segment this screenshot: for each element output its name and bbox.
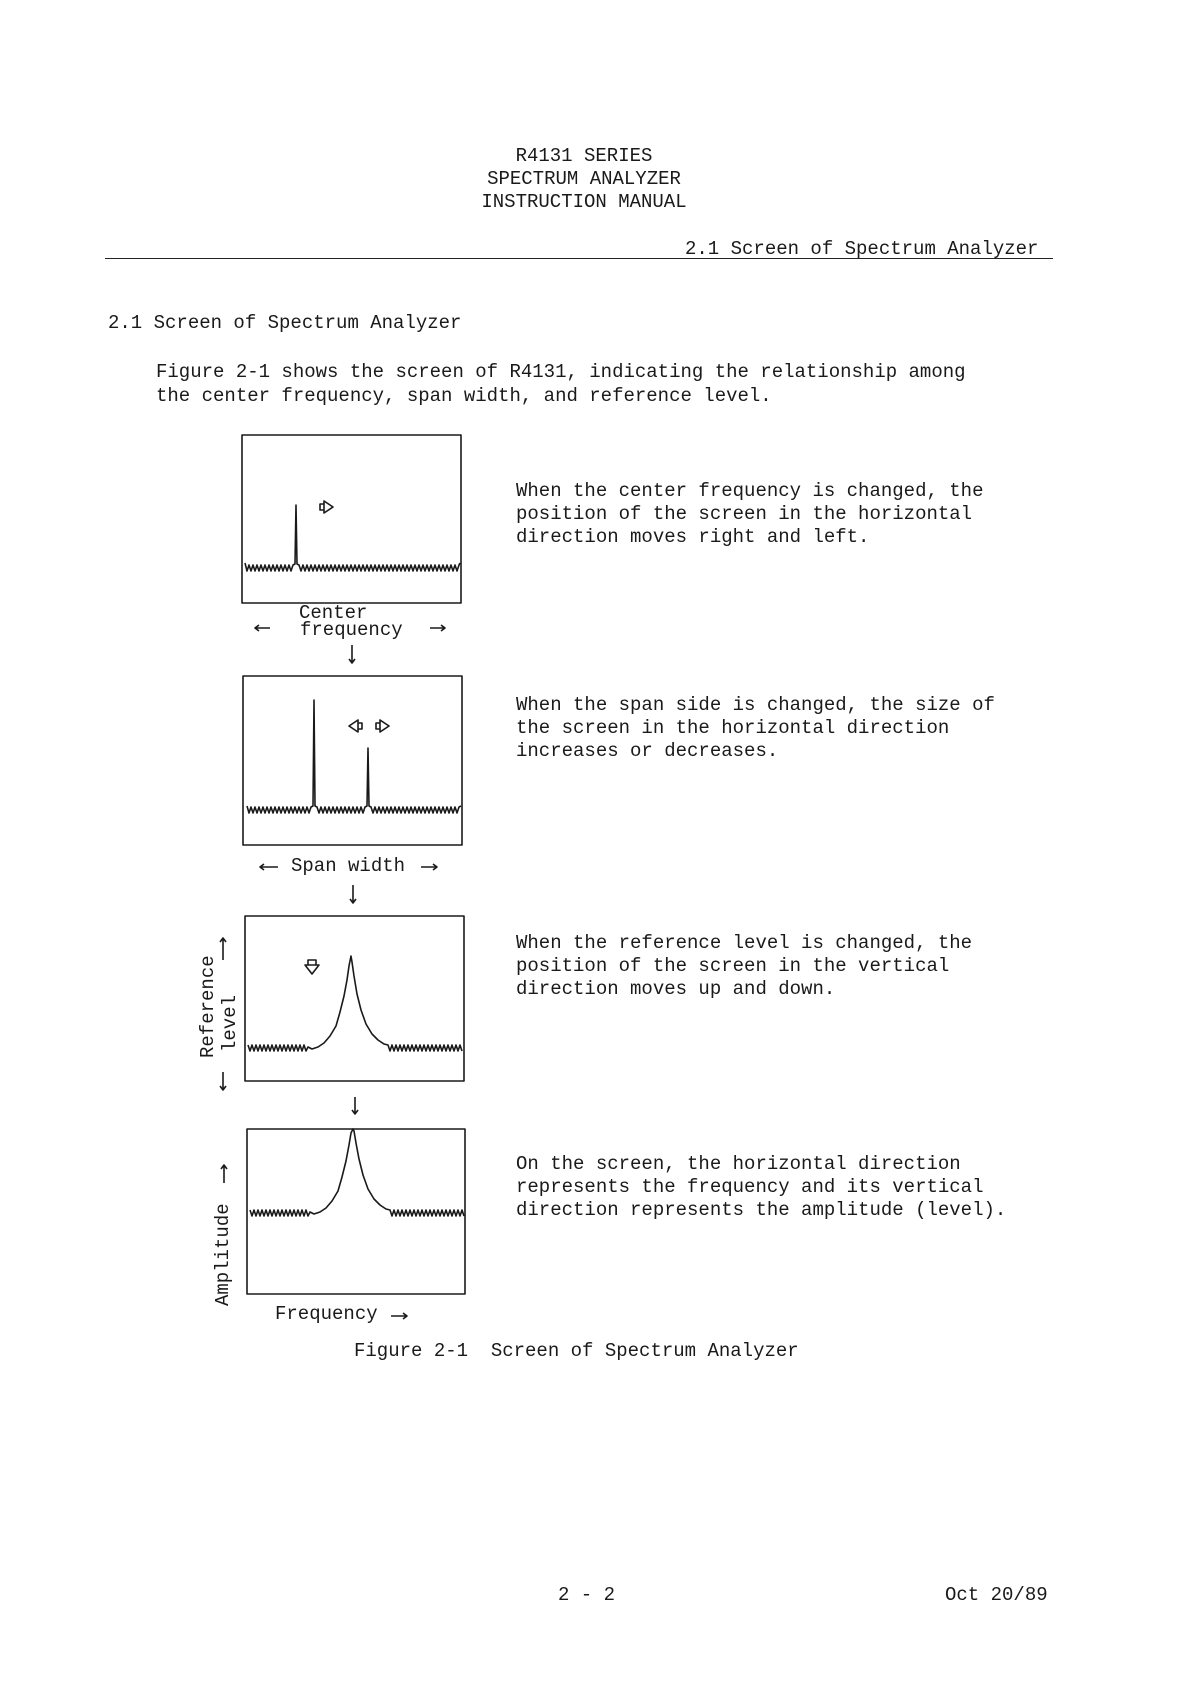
amplitude-axis-label: Amplitude [212, 1203, 234, 1306]
panel2-trace [247, 700, 461, 813]
panel1-right-arrow-icon-2 [430, 625, 445, 631]
reference-up-arrow-icon [220, 938, 226, 960]
figure-caption: Figure 2-1 Screen of Spectrum Analyzer [354, 1340, 799, 1362]
panel3-text-line3: direction moves up and down. [516, 978, 836, 1000]
span-right-arrow-icon [421, 864, 437, 870]
panel2-screen [243, 676, 462, 845]
section-heading: 2.1 Screen of Spectrum Analyzer [108, 312, 462, 334]
reference-down-arrow-icon [220, 1072, 226, 1090]
panel2-text-line2: the screen in the horizontal direction [516, 717, 950, 739]
span-width-label: Span width [291, 855, 406, 877]
intro-line-2: the center frequency, span width, and reference level. [156, 385, 772, 407]
panel1-text-line2: position of the screen in the horizontal [516, 503, 973, 525]
panel2-down-arrow-icon [350, 885, 356, 903]
reference-label-line1: Reference [197, 955, 219, 1058]
frequency-axis-label: Frequency [275, 1303, 378, 1325]
manual-product-title: SPECTRUM ANALYZER [487, 168, 681, 190]
panel3-text-line2: position of the screen in the vertical [516, 955, 950, 977]
page-number: 2 - 2 [558, 1584, 616, 1606]
panel2-left-arrow-icon [349, 720, 362, 732]
manual-type-title: INSTRUCTION MANUAL [481, 191, 687, 213]
panel1-screen [242, 435, 461, 603]
manual-series-title: R4131 SERIES [515, 145, 653, 167]
panel3-to-panel4-down-arrow-icon [352, 1097, 358, 1114]
span-left-arrow-icon [260, 864, 278, 870]
running-section-title: 2.1 Screen of Spectrum Analyzer [685, 238, 1039, 260]
panel4-screen [247, 1129, 465, 1294]
amplitude-up-arrow-icon [221, 1165, 227, 1183]
center-label-line2: frequency [300, 619, 403, 641]
panel1-down-arrow-icon [349, 645, 355, 663]
panel2-right-arrow-icon [376, 720, 389, 732]
panel4-text-line3: direction represents the amplitude (level). [516, 1199, 1007, 1221]
center-label-line1: Center [299, 602, 368, 624]
panel1-trace [245, 505, 460, 571]
revision-date: Oct 20/89 [945, 1584, 1048, 1606]
panel4-text-line1: On the screen, the horizontal direction [516, 1153, 961, 1175]
panel1-text-line3: direction moves right and left. [516, 526, 870, 548]
intro-line-1: Figure 2-1 shows the screen of R4131, indicating the relationship among [156, 361, 966, 383]
panel1-text-line1: When the center frequency is changed, the [516, 480, 984, 502]
reference-label-line2: level [219, 994, 241, 1052]
panel3-text-line1: When the reference level is changed, the [516, 932, 973, 954]
panel2-text-line3: increases or decreases. [516, 740, 779, 762]
panel4-trace [250, 1129, 464, 1216]
panel4-text-line2: represents the frequency and its vertical [516, 1176, 984, 1198]
panel3-screen [245, 916, 464, 1081]
panel2-text-line1: When the span side is changed, the size of [516, 694, 995, 716]
panel1-right-arrow-icon [320, 501, 333, 513]
panel3-down-arrow-icon [305, 960, 319, 974]
frequency-right-arrow-icon [391, 1313, 407, 1319]
panel3-trace [248, 956, 462, 1051]
panel1-left-arrow-icon [255, 625, 270, 631]
